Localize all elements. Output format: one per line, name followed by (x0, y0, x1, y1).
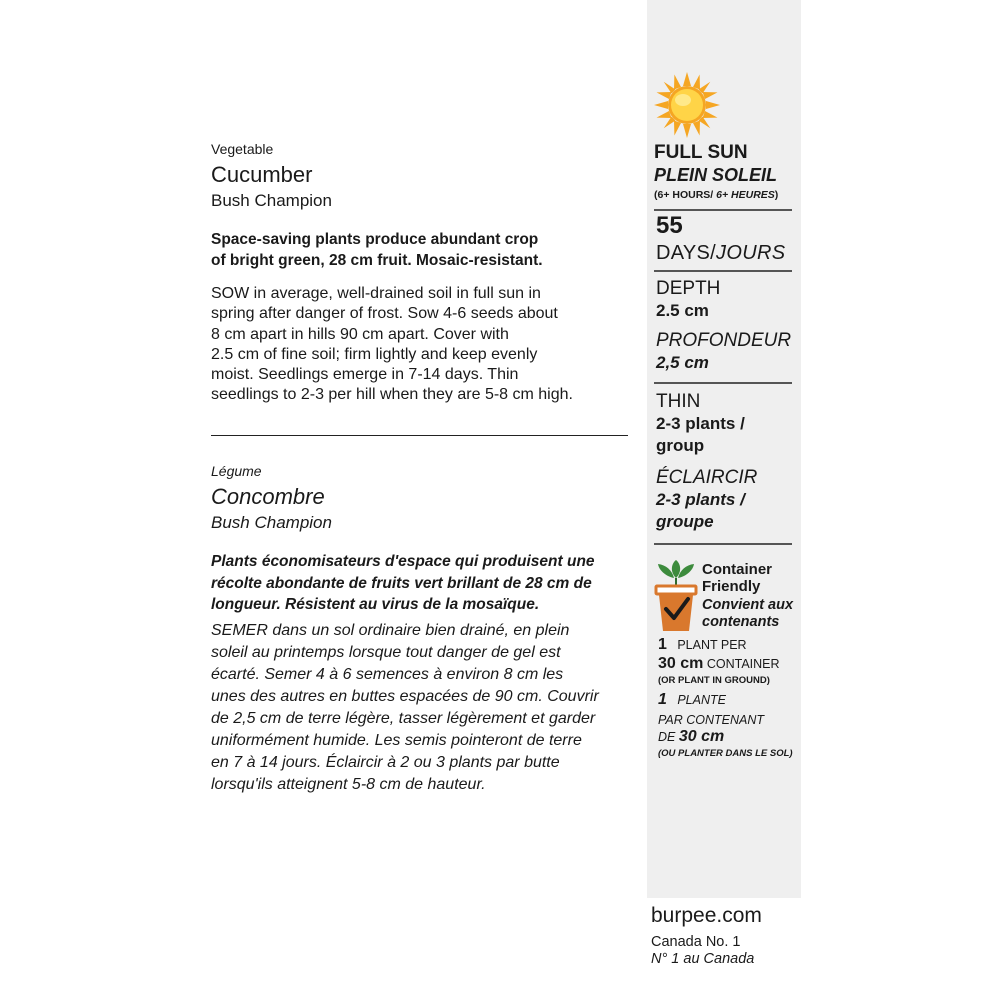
lead-line: of bright green, 28 cm fruit. Mosaic-resistant. (211, 252, 543, 269)
category-label-fr: Légume (211, 463, 262, 479)
canada-grade-fr: N° 1 au Canada (651, 951, 755, 967)
container-fr-line: contenants (702, 614, 780, 630)
body-line: unes des autres en buttes espacées de 90 cm. Couvrir (211, 687, 599, 705)
body-line: 8 cm apart in hills 90 cm apart. Cover with (211, 325, 509, 343)
variety-name-fr: Bush Champion (211, 513, 332, 532)
plants-per-container-en (658, 637, 747, 653)
sun-hours (654, 188, 778, 202)
container-size-fr-value: 30 cm (678, 728, 725, 745)
canada-grade: Canada No. 1 (651, 934, 741, 950)
sun-icon (654, 72, 720, 138)
de-text: DE (658, 730, 676, 744)
container-size: 30 cm (658, 655, 704, 672)
lead-description-fr (211, 551, 631, 616)
thin-label: THIN (656, 391, 701, 412)
plante-text: PLANTE (677, 693, 726, 707)
product-name: Cucumber (211, 162, 313, 187)
english-section (211, 140, 631, 406)
thin-value-fr: 2-3 plants / (656, 490, 745, 509)
full-sun-label: FULL SUN (654, 142, 748, 163)
container-en-line: Friendly (702, 578, 761, 595)
days-label (656, 240, 785, 266)
body-line: moist. Seedlings emerge in 7-14 days. Thin (211, 366, 519, 384)
section-divider (211, 435, 628, 436)
lead-description (211, 229, 631, 271)
body-line: soleil au printemps lorsque tout danger de gel est (211, 643, 561, 661)
planter-sol-note: (OU PLANTER DANS LE SOL) (658, 748, 793, 759)
par-contenant: PAR CONTENANT (658, 713, 765, 727)
body-line: en 7 à 14 jours. Éclaircir à 2 ou 3 plants par butte (211, 753, 560, 771)
plein-soleil-label: PLEIN SOLEIL (654, 165, 778, 185)
body-line: spring after danger of frost. Sow 4-6 seeds about (211, 305, 558, 323)
category-label: Vegetable (211, 141, 274, 157)
body-line: uniformément humide. Les semis pointeront de terre (211, 731, 582, 749)
depth-value-fr: 2,5 cm (656, 353, 709, 372)
sun-hours-en: (6+ HOURS/ (654, 189, 717, 201)
product-name-fr: Concombre (211, 484, 325, 509)
container-size-fr (658, 729, 724, 745)
container-fr-line: Convient aux (702, 597, 794, 613)
days-to-maturity: 55 (656, 212, 683, 239)
variety-name: Bush Champion (211, 191, 332, 210)
sowing-instructions-fr (211, 620, 631, 796)
lead-line: Plants économisateurs d'espace qui produisent une (211, 553, 595, 570)
website-url: burpee.com (651, 904, 762, 927)
container-pot-icon (653, 558, 699, 634)
body-line: de 2,5 cm de terre légère, tasser légèrement et garder (211, 709, 596, 727)
thin-label-fr: ÉCLAIRCIR (656, 467, 758, 488)
depth-label-fr: PROFONDEUR (656, 330, 792, 351)
french-section (211, 462, 631, 796)
container-text: CONTAINER (706, 657, 780, 671)
depth-value: 2.5 cm (656, 301, 709, 320)
days-label-en: DAYS/ (656, 242, 717, 264)
lead-line: Space-saving plants produce abundant crop (211, 231, 539, 248)
panel-divider (654, 209, 792, 211)
thin-value-2: group (656, 436, 705, 455)
sun-hours-fr: 6+ HEURES (716, 189, 775, 201)
container-friendly-label-fr (702, 597, 793, 631)
depth-label: DEPTH (656, 278, 721, 299)
panel-divider (654, 382, 792, 384)
body-line: lorsqu'ils atteignent 5-8 cm de hauteur. (211, 775, 486, 793)
body-line: SOW in average, well-drained soil in full sun in (211, 285, 541, 302)
thin-value-fr-2: groupe (656, 512, 714, 531)
panel-divider (654, 270, 792, 272)
container-en-line: Container (702, 561, 773, 578)
sowing-instructions (211, 284, 631, 406)
plant-count-fr: 1 (658, 691, 667, 708)
body-line: 2.5 cm of fine soil; firm lightly and keep evenly (211, 345, 538, 363)
lead-line: récolte abondante de fruits vert brillant de 28 cm de (211, 574, 592, 592)
lead-line: longueur. Résistent au virus de la mosaïque. (211, 596, 540, 613)
plant-per-text: PLANT PER (677, 638, 747, 652)
container-size-en (658, 656, 780, 672)
container-friendly-label (702, 561, 772, 595)
body-line: seedlings to 2-3 per hill when they are 5-8 cm high. (211, 386, 573, 404)
thin-value: 2-3 plants / (656, 414, 745, 433)
body-line: écarté. Semer 4 à 6 semences à environ 8 cm les (211, 665, 564, 683)
panel-divider (654, 543, 792, 545)
plant-count: 1 (658, 636, 667, 653)
plant-in-ground-note: (OR PLANT IN GROUND) (658, 675, 770, 686)
plants-per-container-fr (658, 692, 726, 708)
days-label-fr: JOURS (716, 242, 786, 264)
sun-hours-end: ) (774, 189, 779, 201)
body-line: SEMER dans un sol ordinaire bien drainé, en plein (211, 621, 570, 639)
